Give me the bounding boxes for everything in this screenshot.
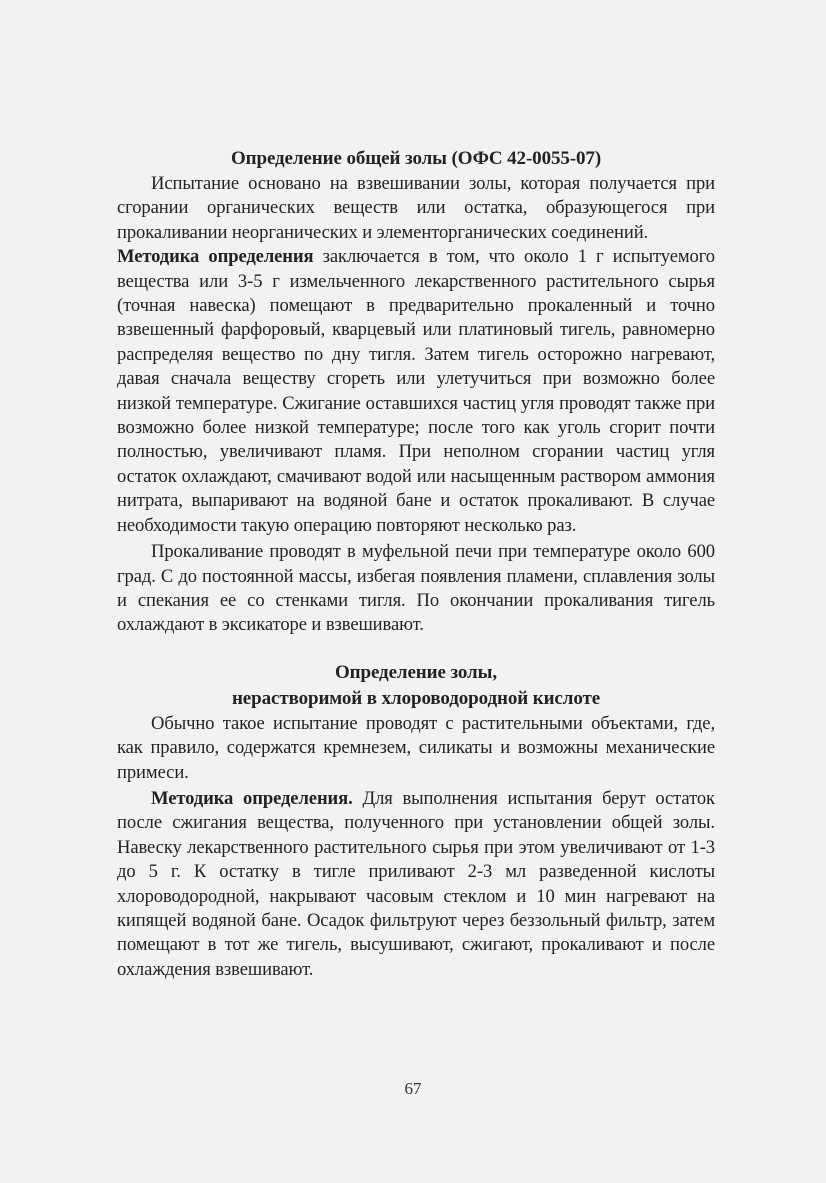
method-label-2: Методика определения. (151, 787, 353, 809)
paragraph-method-insoluble-ash (117, 787, 715, 982)
paragraph-calcination: Прокаливание проводят в муфельной печи при температуре около 600 град. С до постоянной массы, избегая появления пламени, сплавления золы и спекания ее со стенками тигля. По окончании прокаливания тигель охлаждают в эксикаторе и взвешивают. (117, 541, 715, 636)
page-number: 67 (404, 1079, 422, 1098)
method-label: Методика определения (117, 246, 314, 268)
section-title-insoluble-ash (117, 660, 715, 712)
method-text-2: Для выполнения испытания берут остаток после сжигания вещества, полученного при установлении общей золы. Навеску лекарственного растительного сырья при этом увеличивают от 1-3 до 5 г. К остатку в тигле приливают 2-3 мл разведенной кислоты хлороводородной, накрывают часовым стеклом и 10 мин нагревают на кипящей водяной бане. Осадок фильтруют через беззольный фильтр, затем помещают в тот же тигель, высушивают, сжигают, прокаливают и после охлаждения взвешивают. (117, 787, 715, 980)
paragraph-intro-insoluble-ash: Обычно такое испытание проводят с растительными объектами, где, как правило, содержатся кремнезем, силикаты и возможны механические примеси. (117, 712, 715, 783)
section-title-line1: Определение золы, (334, 661, 497, 683)
paragraph-method-total-ash (117, 245, 715, 538)
page-content (117, 146, 715, 982)
section-title-line2: нерастворимой в хлороводородной кислоте (231, 687, 601, 709)
section-title-total-ash: Определение общей золы (ОФС 42-0055-07) (230, 148, 602, 169)
method-text: заключается в том, что около 1 г испытуемого вещества или 3-5 г измельченного лекарственного растительного сырья (точная навеска) помещают в предварительно прокаленный и точно взвешенный фарфоровый, кварцевый или платиновый тигель, равномерно распределяя вещество по дну тигля. Затем тигель осторожно нагревают, давая сначала веществу сгореть или улетучиться при возможно более низкой температуре. Сжигание оставшихся частиц угля проводят также при возможно более низкой температуре; после того как уголь сгорит почти полностью, увеличивают пламя. При неполном сгорании частиц угля остаток охлаждают, смачивают водой или насыщенным раствором аммония нитрата, выпаривают на водяной бане и остаток прокаливают. В случае необходимости такую операцию повторяют несколько раз. (117, 246, 715, 536)
paragraph-intro-total-ash: Испытание основано на взвешивании золы, которая получается при сгорании органических веществ или остатка, образующегося при прокаливании неорганических и элементорганических соединений. (117, 173, 715, 243)
